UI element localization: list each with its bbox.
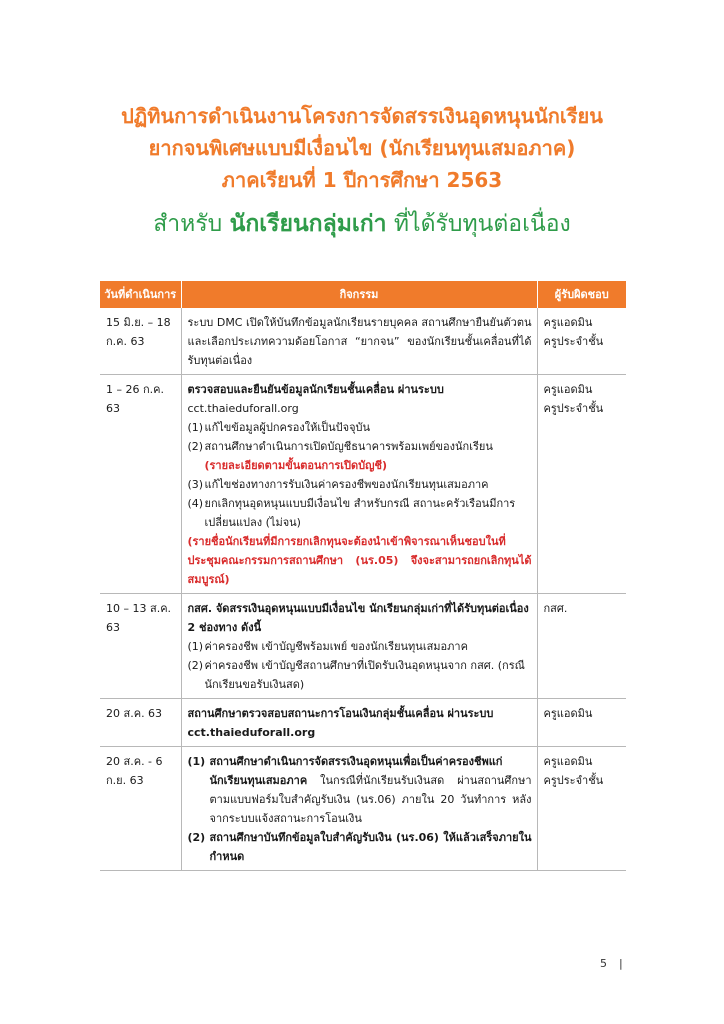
activity-heading: กสศ. จัดสรรเงินอุดหนุนแบบมีเงื่อนไข นักเรียนกลุ่มเก่าที่ได้รับทุนต่อเนื่อง 2 ช่องทาง ดังนี้: [187, 602, 529, 634]
subtitle-prefix: สำหรับ: [153, 211, 230, 237]
row-date: 20 ส.ค. 63: [100, 699, 181, 747]
row-responsible: [537, 308, 626, 375]
subtitle-emphasis: นักเรียนกลุ่มเก่า: [229, 211, 387, 237]
row-date: 15 มิ.ย. – 18 ก.ค. 63: [100, 308, 181, 375]
row-responsible: [537, 375, 626, 594]
subtitle: [0, 207, 724, 241]
row-activity: ระบบ DMC เปิดให้บันทึกข้อมูลนักเรียนรายบุคคล สถานศึกษายืนยันตัวตนและเลือกประเภทความด้อยโอกาส “ยากจน” ของนักเรียนชั้นเคลื่อนที่ได้รับทุนต่อเนื่อง: [181, 308, 537, 375]
table-row: [100, 699, 626, 747]
title-line-3: ภาคเรียนที่ 1 ปีการศึกษา 2563: [221, 168, 503, 192]
header-activity: กิจกรรม: [181, 281, 537, 308]
header-responsible: ผู้รับผิดชอบ: [537, 281, 626, 308]
row-responsible: [537, 747, 626, 871]
activity-item-note: (รายละเอียดตามขั้นตอนการเปิดบัญชี): [204, 459, 388, 472]
page-footer: [600, 957, 635, 970]
title-line-1: ปฏิทินการดำเนินงานโครงการจัดสรรเงินอุดหนุนนักเรียน: [121, 104, 603, 128]
table-row: [100, 375, 626, 594]
responsible-line: ครูแอดมิน: [543, 755, 593, 768]
activity-item: (2) ค่าครองชีพ เข้าบัญชีสถานศึกษาที่เปิดรับเงินอุดหนุนจาก กสศ. (กรณีนักเรียนขอรับเงินสด): [187, 659, 525, 691]
activity-item: (2) สถานศึกษาบันทึกข้อมูลใบสำคัญรับเงิน (นร.06) ให้แล้วเสร็จภายในกำหนด: [187, 831, 532, 863]
subtitle-suffix: ที่ได้รับทุนต่อเนื่อง: [386, 211, 571, 237]
row-responsible: [537, 594, 626, 699]
responsible-line: กสศ.: [543, 602, 568, 615]
row-date: 20 ส.ค. - 6 ก.ย. 63: [100, 747, 181, 871]
activity-item: (2) สถานศึกษาดำเนินการเปิดบัญชีธนาคารพร้อมเพย์ของนักเรียน (รายละเอียดตามขั้นตอนการเปิดบัญชี): [187, 440, 493, 472]
page-number: 5: [600, 957, 607, 970]
activity-heading: ตรวจสอบและยืนยันข้อมูลนักเรียนชั้นเคลื่อน ผ่านระบบ: [187, 383, 444, 396]
activity-item: (4) ยกเลิกทุนอุดหนุนแบบมีเงื่อนไข สำหรับกรณี สถานะครัวเรือนมีการเปลี่ยนแปลง (ไม่จน): [187, 497, 516, 529]
responsible-line: ครูประจำชั้น: [543, 335, 604, 348]
table-row: [100, 308, 626, 375]
activity-warning-note: (รายชื่อนักเรียนที่มีการยกเลิกทุนจะต้องนำเข้าพิจารณาเห็นชอบในที่ประชุมคณะกรรมการสถานศึกษา (นร.05) จึงจะสามารถยกเลิกทุนได้สมบูรณ์): [187, 535, 532, 586]
activity-url: cct.thaieduforall.org: [187, 402, 299, 415]
row-activity: [181, 375, 537, 594]
activity-item: (1) ค่าครองชีพ เข้าบัญชีพร้อมเพย์ ของนักเรียนทุนเสมอภาค: [187, 640, 468, 653]
row-activity: [181, 747, 537, 871]
page-separator: |: [619, 957, 623, 970]
header-date: วันที่ดำเนินการ: [100, 281, 181, 308]
document-title: [0, 100, 724, 196]
responsible-line: ครูแอดมิน: [543, 316, 593, 329]
row-activity: [181, 594, 537, 699]
responsible-line: ครูแอดมิน: [543, 707, 593, 720]
responsible-line: ครูประจำชั้น: [543, 774, 604, 787]
row-activity: สถานศึกษาตรวจสอบสถานะการโอนเงินกลุ่มชั้นเคลื่อน ผ่านระบบ cct.thaieduforall.org: [181, 699, 537, 747]
schedule-table: [100, 281, 626, 871]
row-date: 10 – 13 ส.ค. 63: [100, 594, 181, 699]
activity-item: (3) แก้ไขช่องทางการรับเงินค่าครองชีพของนักเรียนทุนเสมอภาค: [187, 478, 489, 491]
activity-item: (1) แก้ไขข้อมูลผู้ปกครองให้เป็นปัจจุบัน: [187, 421, 371, 434]
responsible-line: ครูประจำชั้น: [543, 402, 604, 415]
title-line-2: ยากจนพิเศษแบบมีเงื่อนไข (นักเรียนทุนเสมอภาค): [148, 136, 576, 160]
table-header-row: [100, 281, 626, 308]
responsible-line: ครูแอดมิน: [543, 383, 593, 396]
activity-item: (1) สถานศึกษาดำเนินการจัดสรรเงินอุดหนุนเพื่อเป็นค่าครองชีพแก่นักเรียนทุนเสมอภาค ในกรณีที่นักเรียนรับเงินสด ผ่านสถานศึกษา ตามแบบฟอร์มใบสำคัญรับเงิน (นร.06) ภายใน 20 วันทำการ หลังจากระบบแจ้งสถานะการโอนเงิน: [187, 755, 532, 825]
table-row: [100, 594, 626, 699]
table-row: [100, 747, 626, 871]
row-responsible: [537, 699, 626, 747]
row-date: 1 – 26 ก.ค. 63: [100, 375, 181, 594]
